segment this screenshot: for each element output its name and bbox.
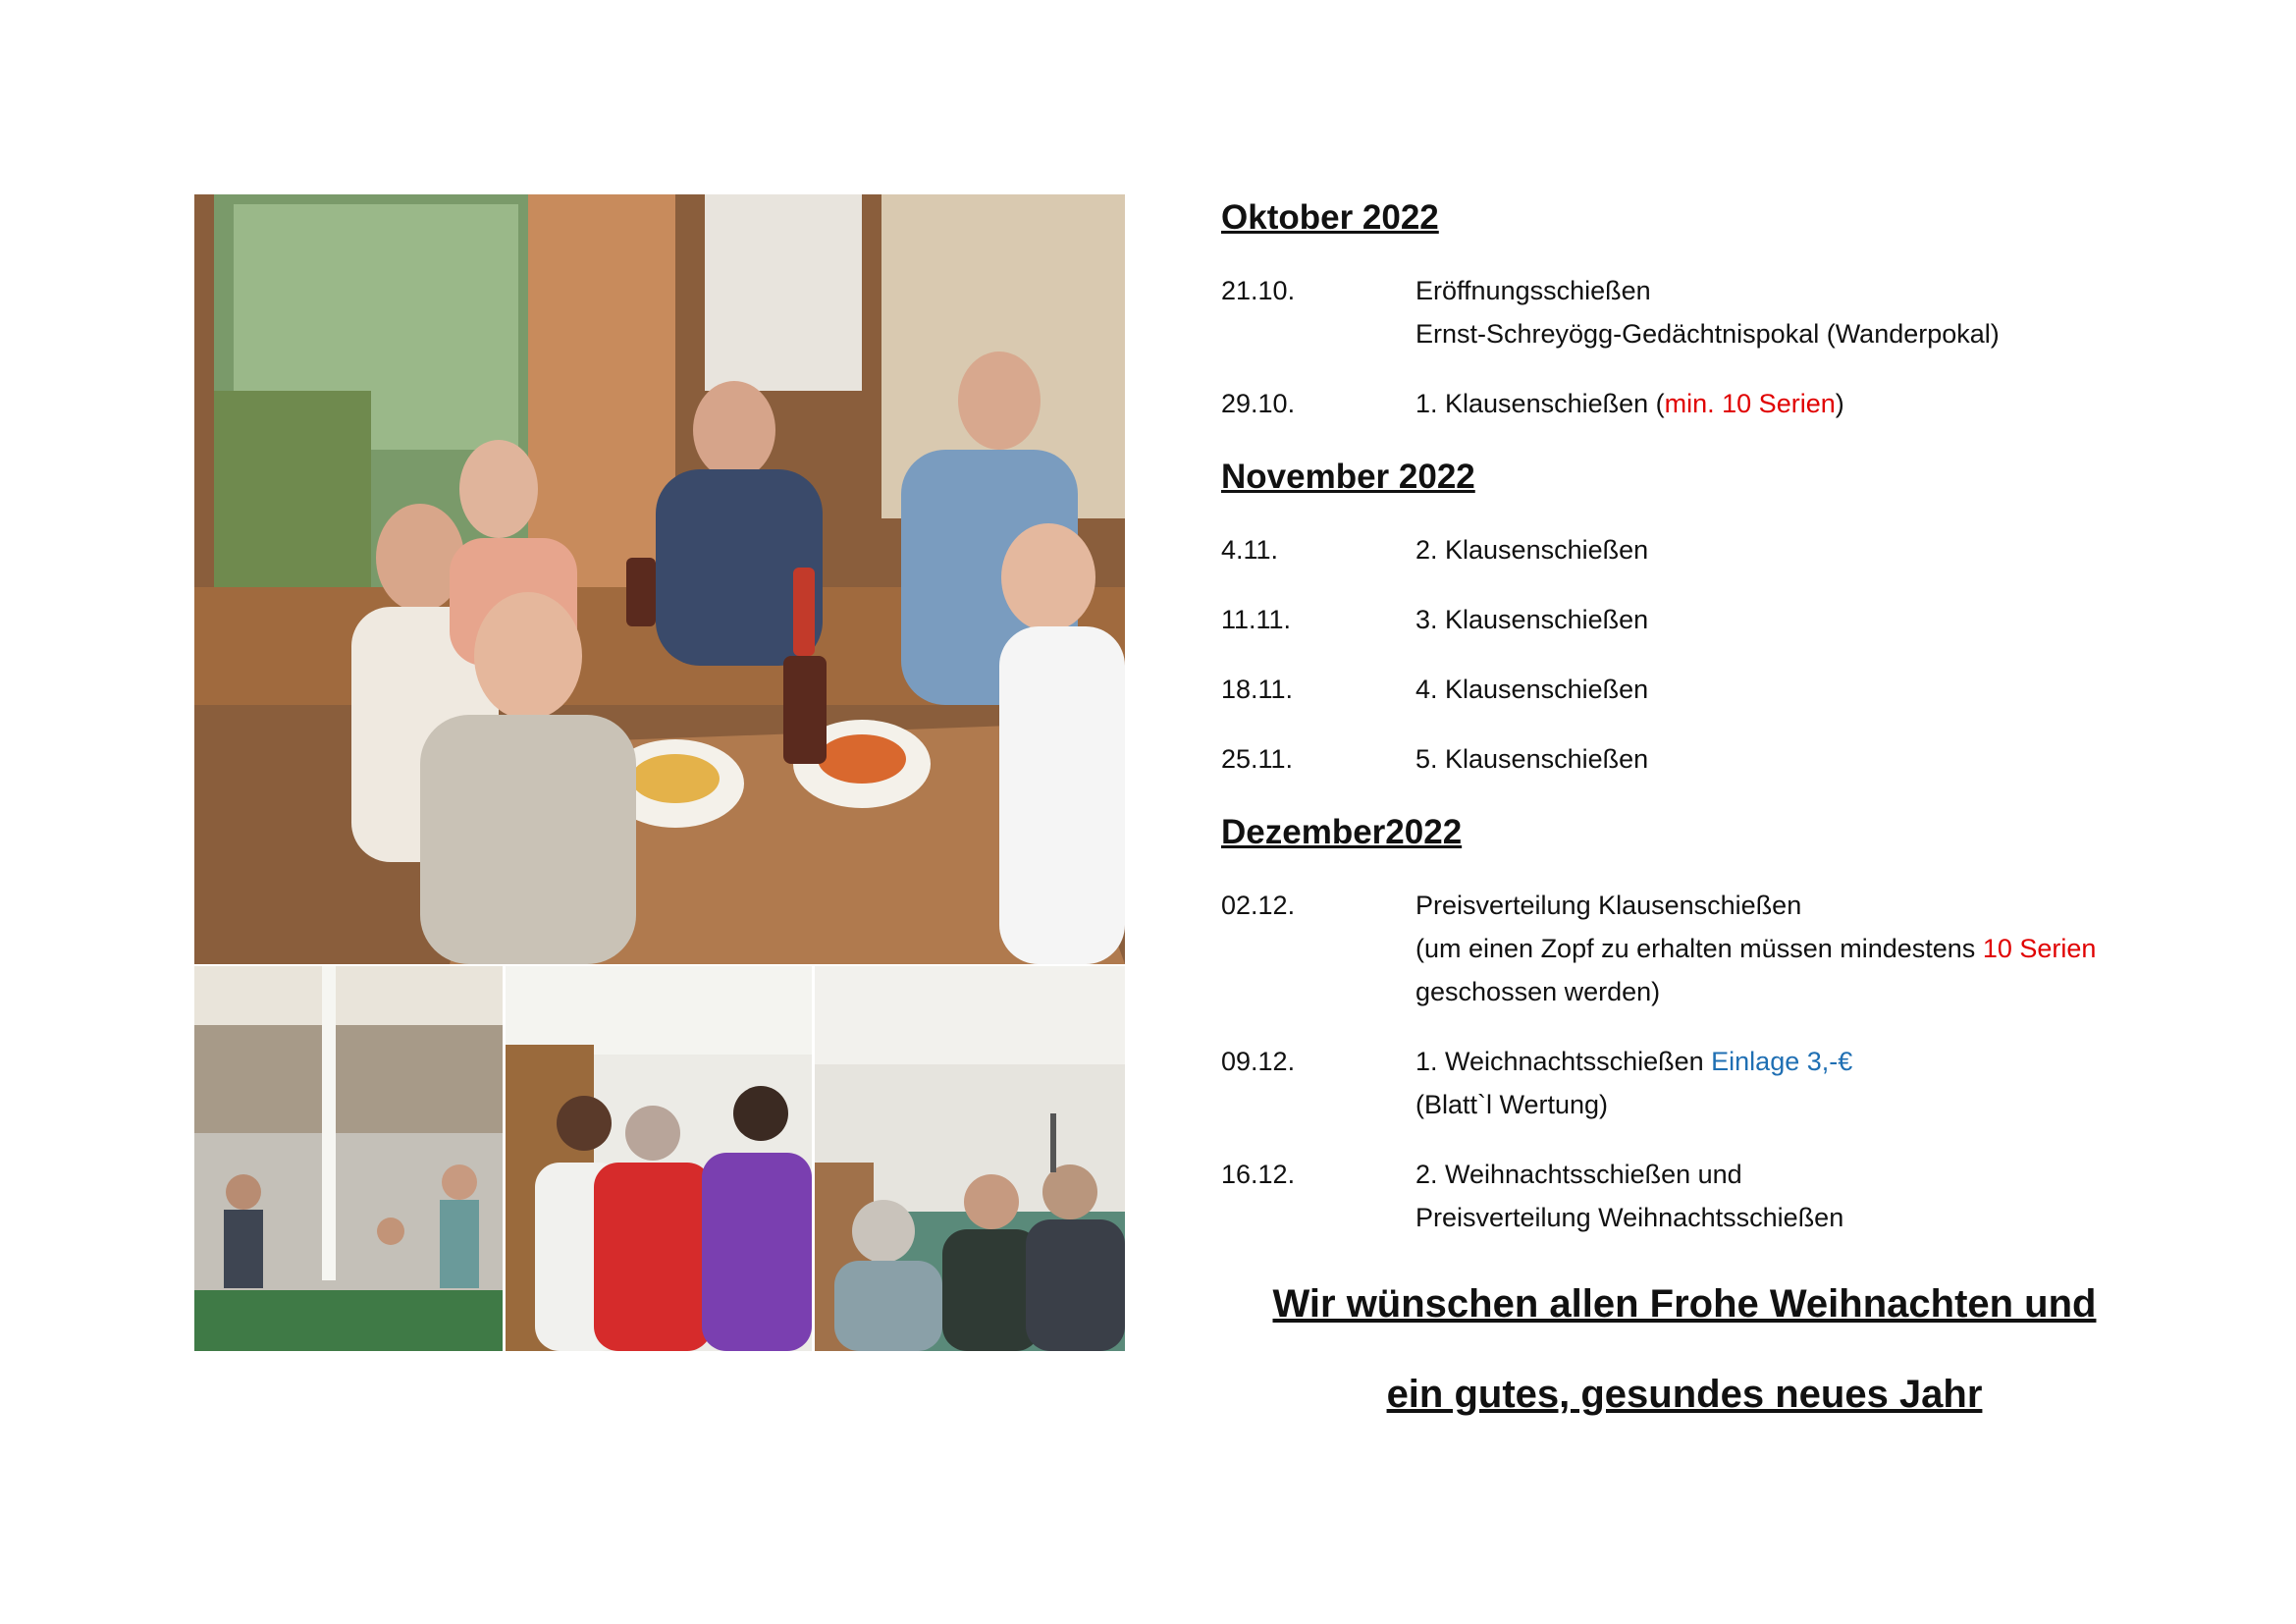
event-description: [1415, 1040, 2242, 1126]
event-date: 02.12.: [1221, 891, 1296, 920]
month-title-november: November 2022: [1221, 458, 1475, 496]
photo-collage: [194, 194, 1125, 1351]
event-line: [1415, 927, 2242, 970]
event-text: 1. Klausenschießen (: [1415, 389, 1665, 418]
event-line: (Blatt`l Wertung): [1415, 1090, 1609, 1119]
event-date: 11.11.: [1221, 605, 1292, 634]
event-line: Eröffnungsschießen: [1415, 276, 1651, 305]
month-title-december: Dezember2022: [1221, 813, 1463, 851]
event-highlight: Einlage 3,-€: [1711, 1047, 1853, 1076]
event-text: (um einen Zopf zu erhalten müssen mindestens: [1415, 934, 1983, 963]
event-date: 29.10.: [1221, 389, 1296, 418]
event-line: Preisverteilung Weihnachtsschießen: [1415, 1203, 1844, 1232]
event-entry: [1221, 737, 2242, 781]
event-date: 09.12.: [1221, 1047, 1296, 1076]
event-description: 3. Klausenschießen: [1415, 605, 1649, 634]
month-title-october: Oktober 2022: [1221, 198, 1439, 237]
event-highlight: 10 Serien: [1982, 934, 2097, 963]
event-entry: [1221, 884, 2242, 1013]
closing-greeting-line2: ein gutes, gesundes neues Jahr: [1386, 1373, 1983, 1416]
event-entry: [1221, 1153, 2242, 1239]
event-entry: [1221, 598, 2242, 641]
event-highlight: min. 10 Serien: [1664, 389, 1836, 418]
event-entry: [1221, 528, 2242, 571]
event-line: geschossen werden): [1415, 977, 1661, 1006]
photo-shooting-range-3: [815, 966, 1125, 1351]
event-date: 18.11.: [1221, 675, 1294, 704]
event-entry: [1221, 1040, 2242, 1126]
event-description: [1415, 884, 2242, 1013]
event-description: [1415, 382, 2242, 425]
event-description: [1415, 269, 2242, 355]
event-description: [1415, 1153, 2242, 1239]
event-date: 21.10.: [1221, 276, 1296, 305]
event-date: 16.12.: [1221, 1160, 1296, 1189]
event-line: [1415, 1040, 2242, 1083]
event-description: 5. Klausenschießen: [1415, 744, 1649, 774]
event-line: Ernst-Schreyögg-Gedächtnispokal (Wanderpokal): [1415, 319, 2000, 349]
event-description: 4. Klausenschießen: [1415, 675, 1649, 704]
event-entry: [1221, 668, 2242, 711]
event-entry: [1221, 382, 2242, 425]
event-date: 25.11.: [1221, 744, 1294, 774]
event-description: 2. Klausenschießen: [1415, 535, 1649, 565]
event-schedule: [1221, 192, 2242, 1266]
closing-greeting-line1: Wir wünschen allen Frohe Weihnachten und: [1272, 1282, 2097, 1326]
event-line: Preisverteilung Klausenschießen: [1415, 891, 1802, 920]
photo-shooting-range-2: [506, 966, 812, 1351]
event-line: 2. Weihnachtsschießen und: [1415, 1160, 1742, 1189]
event-text: 1. Weichnachtsschießen: [1415, 1047, 1712, 1076]
photo-shooting-range-1: [194, 966, 503, 1351]
event-entry: [1221, 269, 2242, 355]
event-date: 4.11.: [1221, 535, 1279, 565]
photo-group-dinner: [194, 194, 1125, 964]
event-text: ): [1835, 389, 1844, 418]
